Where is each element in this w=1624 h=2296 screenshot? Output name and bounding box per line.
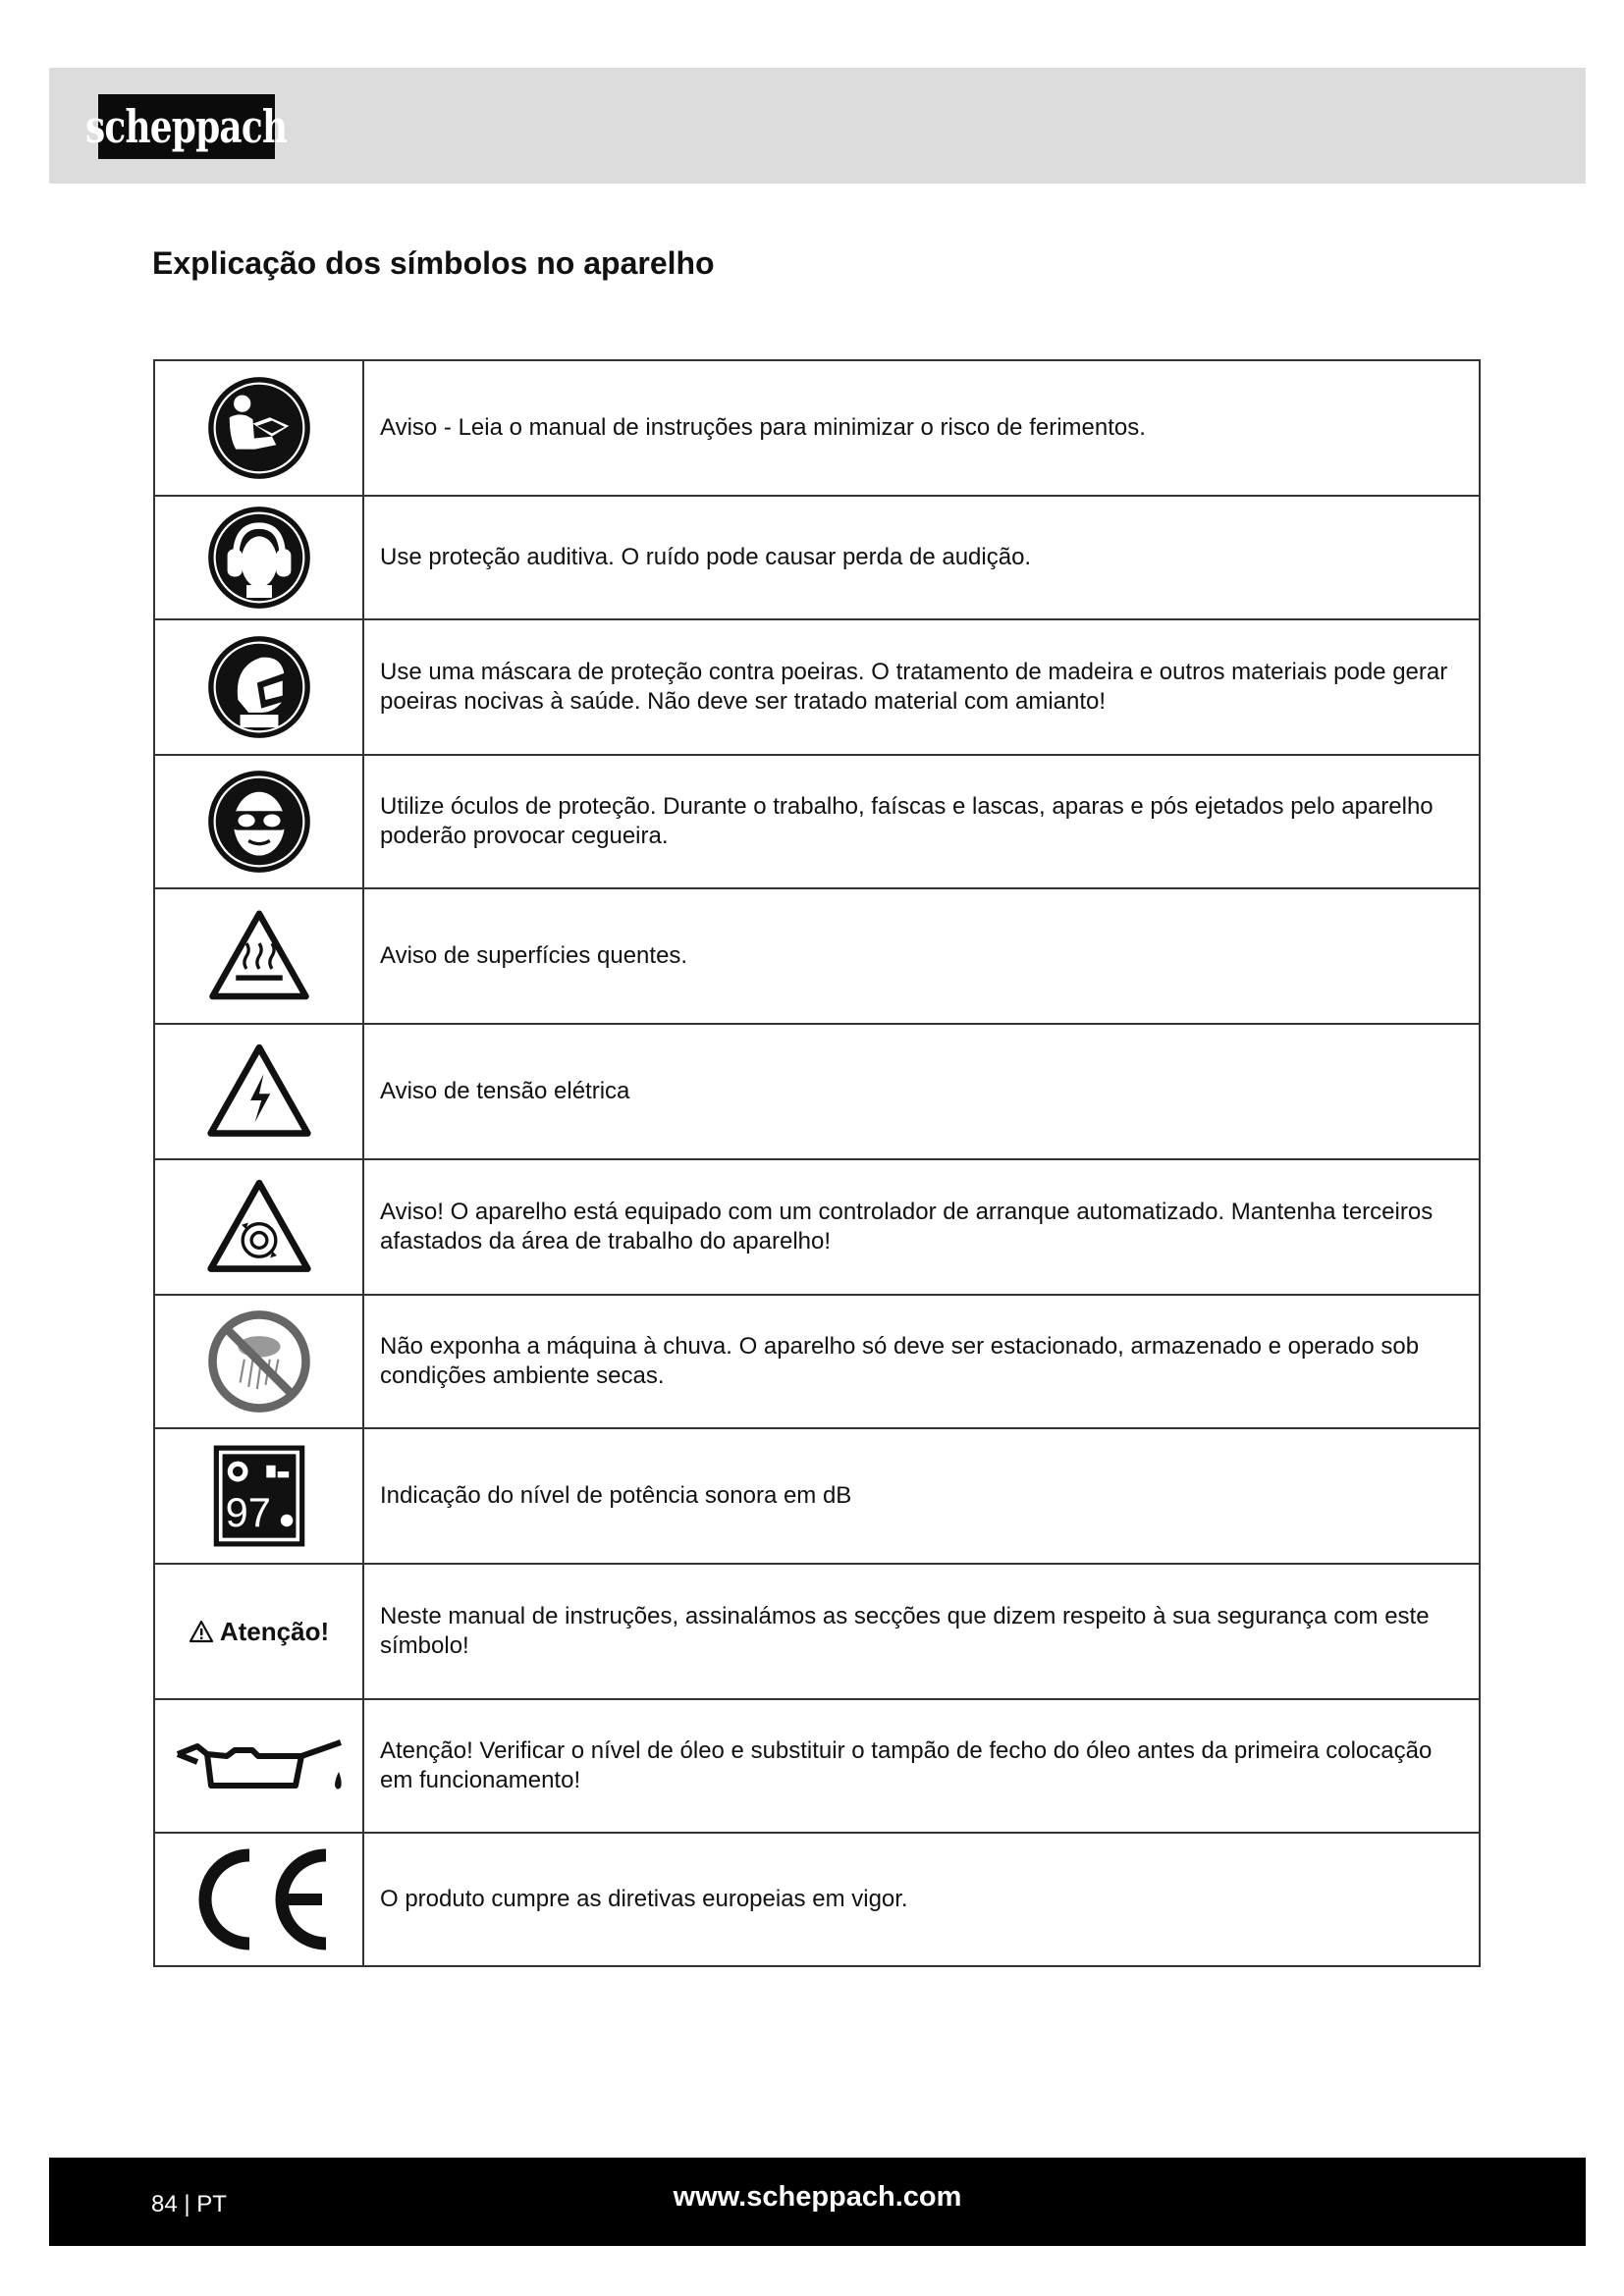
- table-row: [154, 1159, 1480, 1295]
- description-text: Aviso de superfícies quentes.: [363, 888, 1480, 1024]
- description-text: Use proteção auditiva. O ruído pode causar perda de audição.: [363, 496, 1480, 619]
- caution-label: [189, 1617, 329, 1647]
- page-number: 84 | PT: [151, 2191, 227, 2217]
- table-row: [154, 1564, 1480, 1699]
- safety-goggles-icon: [206, 769, 312, 875]
- hearing-protection-icon: [206, 505, 312, 611]
- description-text: Aviso de tensão elétrica: [363, 1024, 1480, 1159]
- table-row: [154, 619, 1480, 755]
- header-bar: [49, 68, 1586, 184]
- icon-cell: [154, 1295, 363, 1428]
- icon-cell: [154, 360, 363, 496]
- warning-triangle-icon: [189, 1620, 214, 1643]
- table-row: [154, 360, 1480, 496]
- description-text: Indicação do nível de potência sonora em dB: [363, 1428, 1480, 1564]
- table-row: [154, 755, 1480, 888]
- table-row: [154, 1833, 1480, 1966]
- description-text: Utilize óculos de proteção. Durante o trabalho, faíscas e lascas, aparas e pós ejetados pelo aparelho poderão provocar cegueira.: [363, 755, 1480, 888]
- description-text: Neste manual de instruções, assinalámos as secções que dizem respeito à sua segurança com este símbolo!: [363, 1564, 1480, 1699]
- ce-mark-icon: [181, 1845, 338, 1953]
- scheppach-logo: [85, 94, 288, 159]
- electric-voltage-warning-icon: [204, 1041, 314, 1143]
- description-text: Não exponha a máquina à chuva. O aparelho só deve ser estacionado, armazenado e operado sob condições ambiente secas.: [363, 1295, 1480, 1428]
- dust-mask-icon: [206, 634, 312, 740]
- icon-cell: [154, 888, 363, 1024]
- table-row: [154, 1699, 1480, 1833]
- description-text: Aviso - Leia o manual de instruções para minimizar o risco de ferimentos.: [363, 360, 1480, 496]
- table-row: [154, 496, 1480, 619]
- table-row: [154, 888, 1480, 1024]
- logo-text: scheppach: [85, 100, 288, 153]
- sound-power-level-icon: [213, 1445, 305, 1547]
- footer-bar: [49, 2158, 1586, 2246]
- oil-can-icon: [168, 1727, 351, 1805]
- read-manual-icon: [206, 375, 312, 481]
- table-row: [154, 1428, 1480, 1564]
- icon-cell: [154, 496, 363, 619]
- icon-cell: [154, 1833, 363, 1966]
- table-row: [154, 1295, 1480, 1428]
- icon-cell: [154, 1159, 363, 1295]
- no-rain-icon: [206, 1308, 312, 1415]
- icon-cell: [154, 1024, 363, 1159]
- description-text: Use uma máscara de proteção contra poeiras. O tratamento de madeira e outros materiais pode gerar poeiras nocivas à saúde. Não deve ser tratado material com amianto!: [363, 619, 1480, 755]
- description-text: Aviso! O aparelho está equipado com um controlador de arranque automatizado. Mantenha terceiros afastados da área de trabalho do aparelho!: [363, 1159, 1480, 1295]
- icon-cell: [154, 1699, 363, 1833]
- website-link[interactable]: www.scheppach.com: [673, 2181, 962, 2213]
- caution-text: Atenção!: [219, 1616, 330, 1646]
- symbols-table: [153, 359, 1481, 1967]
- hot-surface-warning-icon: [206, 907, 312, 1005]
- sound-level-value: 97: [225, 1489, 271, 1536]
- description-text: Atenção! Verificar o nível de óleo e substituir o tampão de fecho do óleo antes da primeira colocação em funcionamento!: [363, 1699, 1480, 1833]
- icon-cell: [154, 619, 363, 755]
- table-row: [154, 1024, 1480, 1159]
- automatic-start-warning-icon: [204, 1176, 314, 1278]
- icon-cell: [154, 755, 363, 888]
- page-title: Explicação dos símbolos no aparelho: [152, 245, 715, 281]
- icon-cell: [154, 1428, 363, 1564]
- description-text: O produto cumpre as diretivas europeias em vigor.: [363, 1833, 1480, 1966]
- icon-cell: [154, 1564, 363, 1699]
